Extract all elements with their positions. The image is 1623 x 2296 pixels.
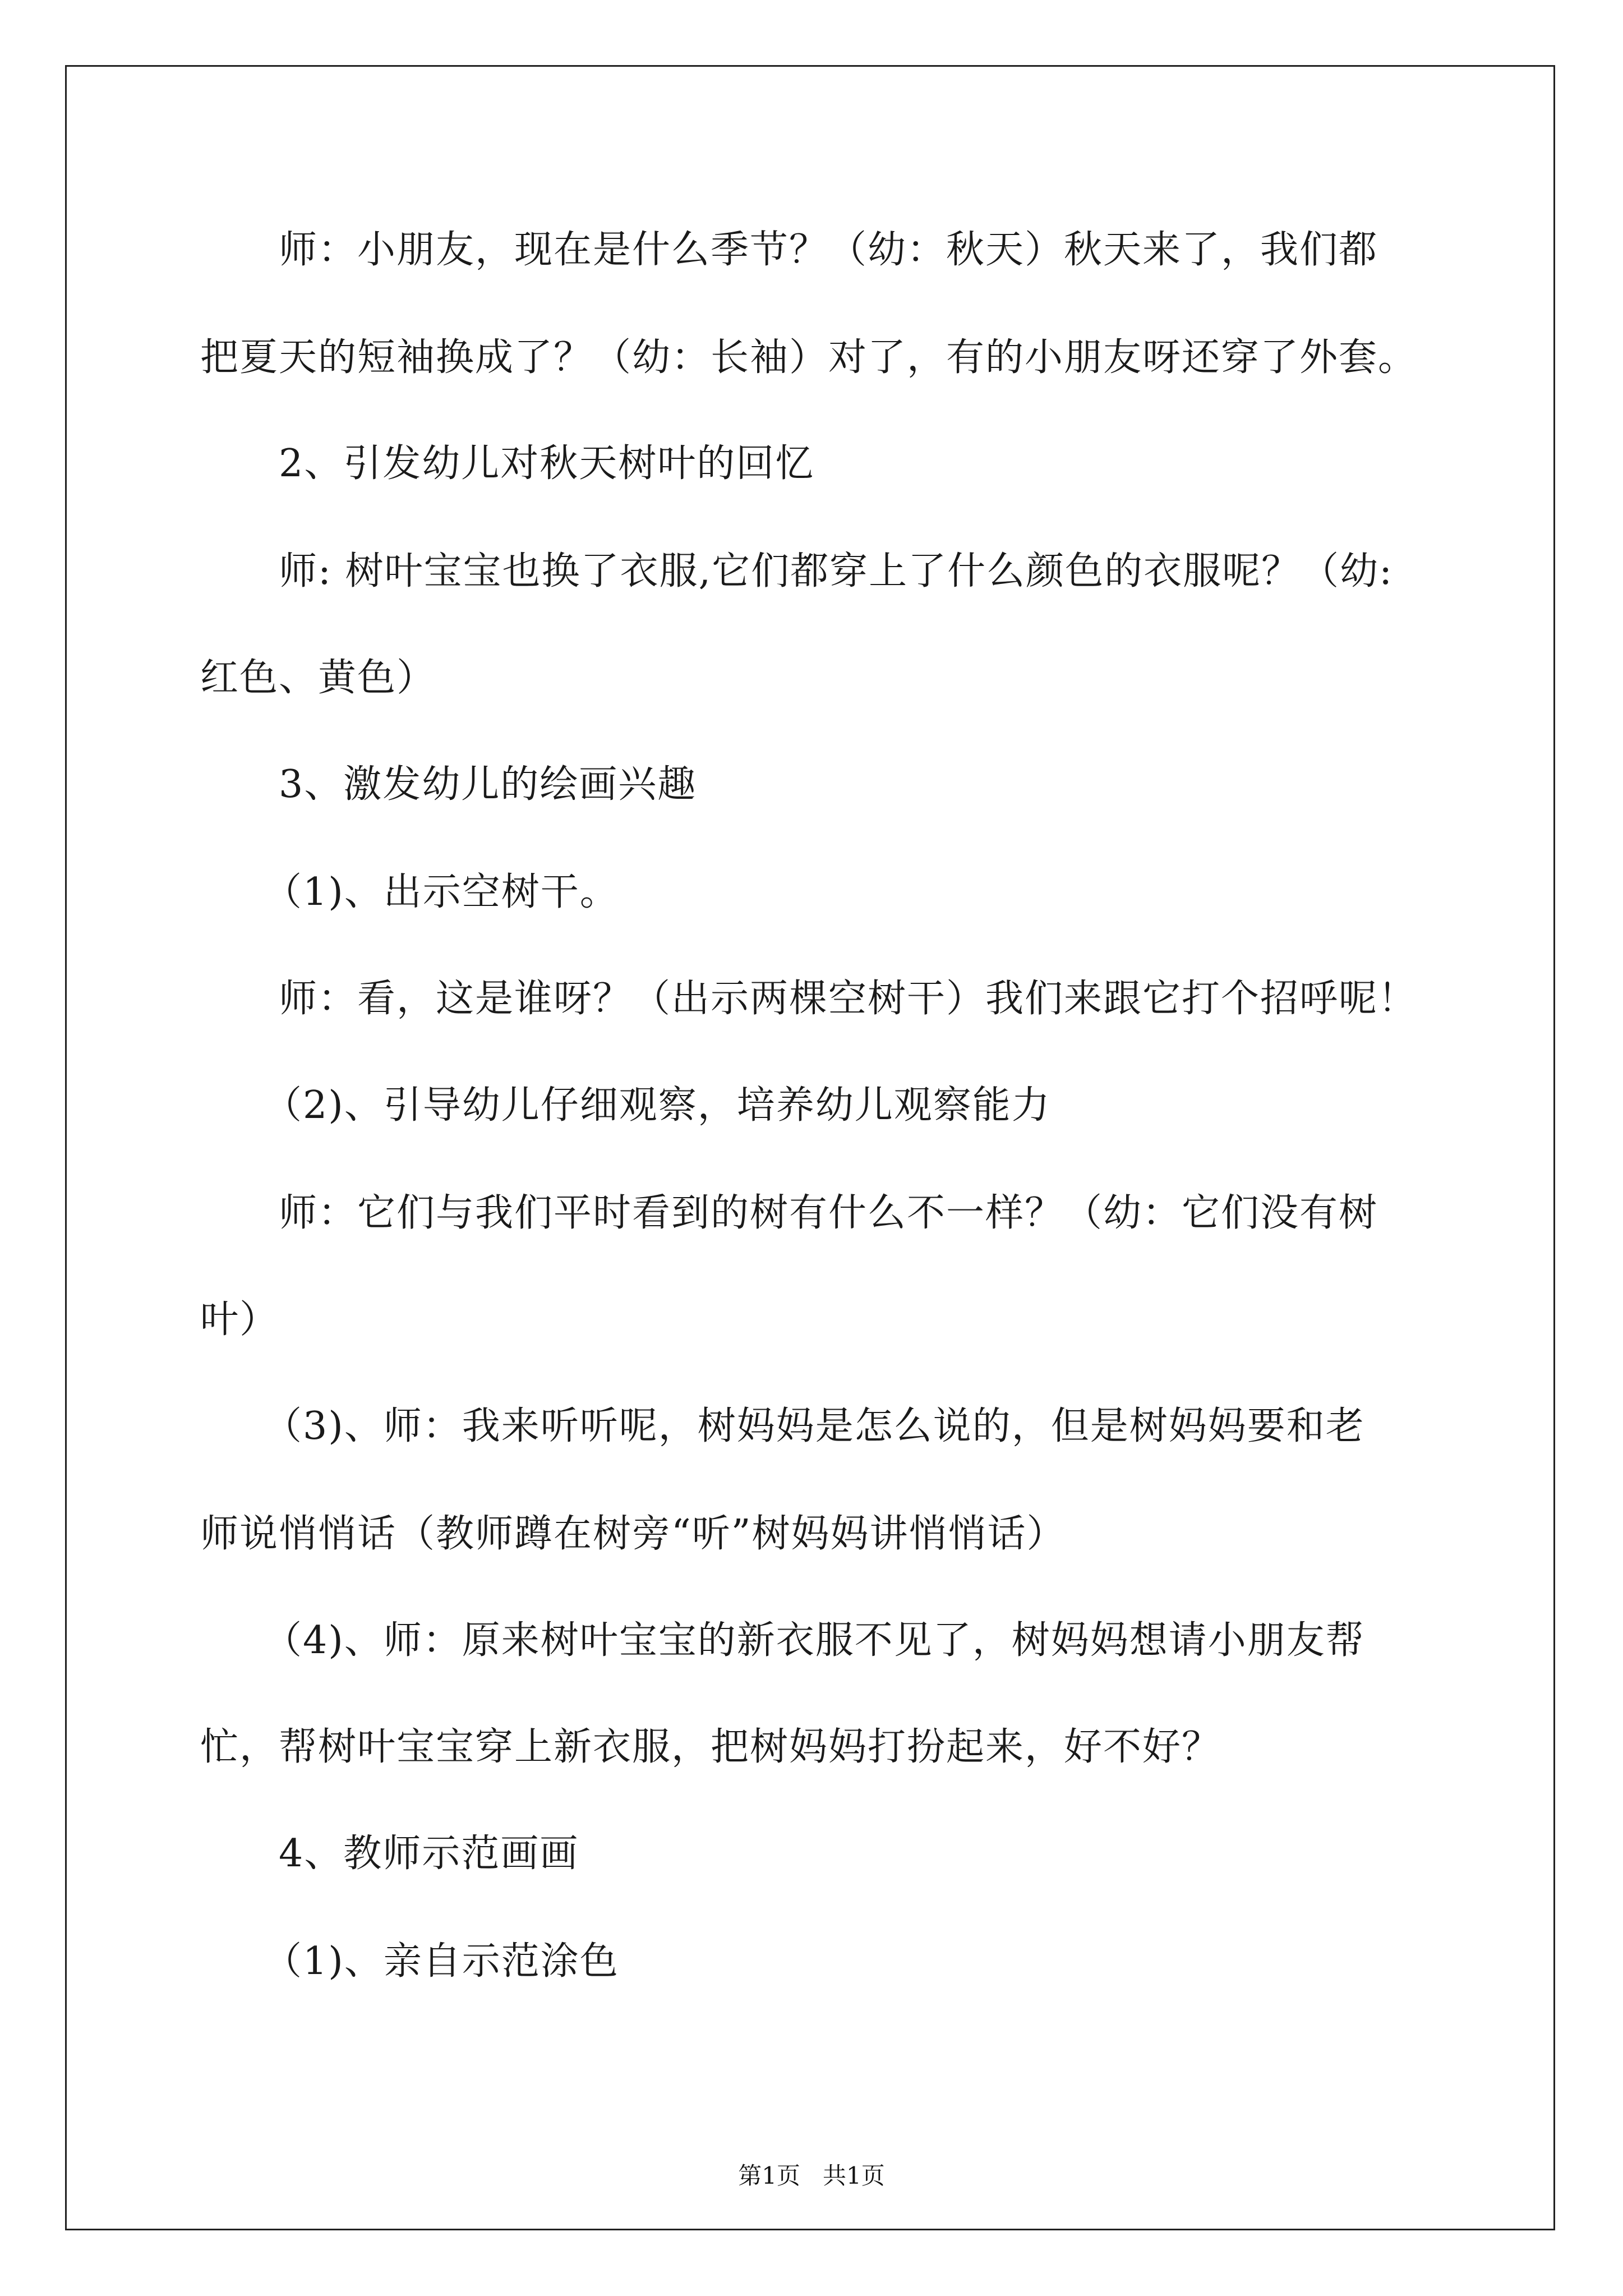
subsection-4: （4)、师：原来树叶宝宝的新衣服不见了，树妈妈想请小朋友帮 [264,1618,1365,1663]
paragraph-line-1: 师：小朋友，现在是什么季节？（幼：秋天）秋天来了，我们都 [279,228,1378,272]
subsection-1: （1)、出示空树干。 [264,870,619,914]
section-heading-2: 2、引发幼儿对秋天树叶的回忆 [279,441,815,486]
subsection-2: （2)、引导幼儿仔细观察，培养幼儿观察能力 [264,1083,1051,1128]
section-heading-4: 4、教师示范画画 [279,1832,579,1876]
paragraph-line-15: 忙，帮树叶宝宝穿上新衣服，把树妈妈打扮起来，好不好？ [200,1725,1221,1769]
paragraph-line-13: 师说悄悄话（教师蹲在树旁“听”树妈妈讲悄悄话） [200,1512,1066,1556]
paragraph-line-10: 师：它们与我们平时看到的树有什么不一样？（幼：它们没有树 [279,1191,1378,1235]
paragraph-line-5: 红色、黄色） [200,656,436,700]
paragraph-line-11: 叶） [200,1297,279,1342]
paragraph-line-8: 师：看，这是谁呀？（出示两棵空树干）我们来跟它打个招呼呢！ [279,977,1418,1021]
subsection-3: （3)、师：我来听听呢，树妈妈是怎么说的，但是树妈妈要和老 [264,1404,1365,1448]
paragraph-line-2: 把夏天的短袖换成了？（幼：长袖）对了，有的小朋友呀还穿了外套。 [200,335,1418,380]
paragraph-line-4: 师: 树叶宝宝也换了衣服,它们都穿上了什么颜色的衣服呢？（幼: [279,549,1394,593]
subsection-5: （1)、亲自示范涂色 [264,1939,619,1984]
page-border [65,65,1555,2230]
section-heading-3: 3、激发幼儿的绘画兴趣 [279,762,697,807]
page-footer: 第1页 共1页 [738,2162,885,2189]
